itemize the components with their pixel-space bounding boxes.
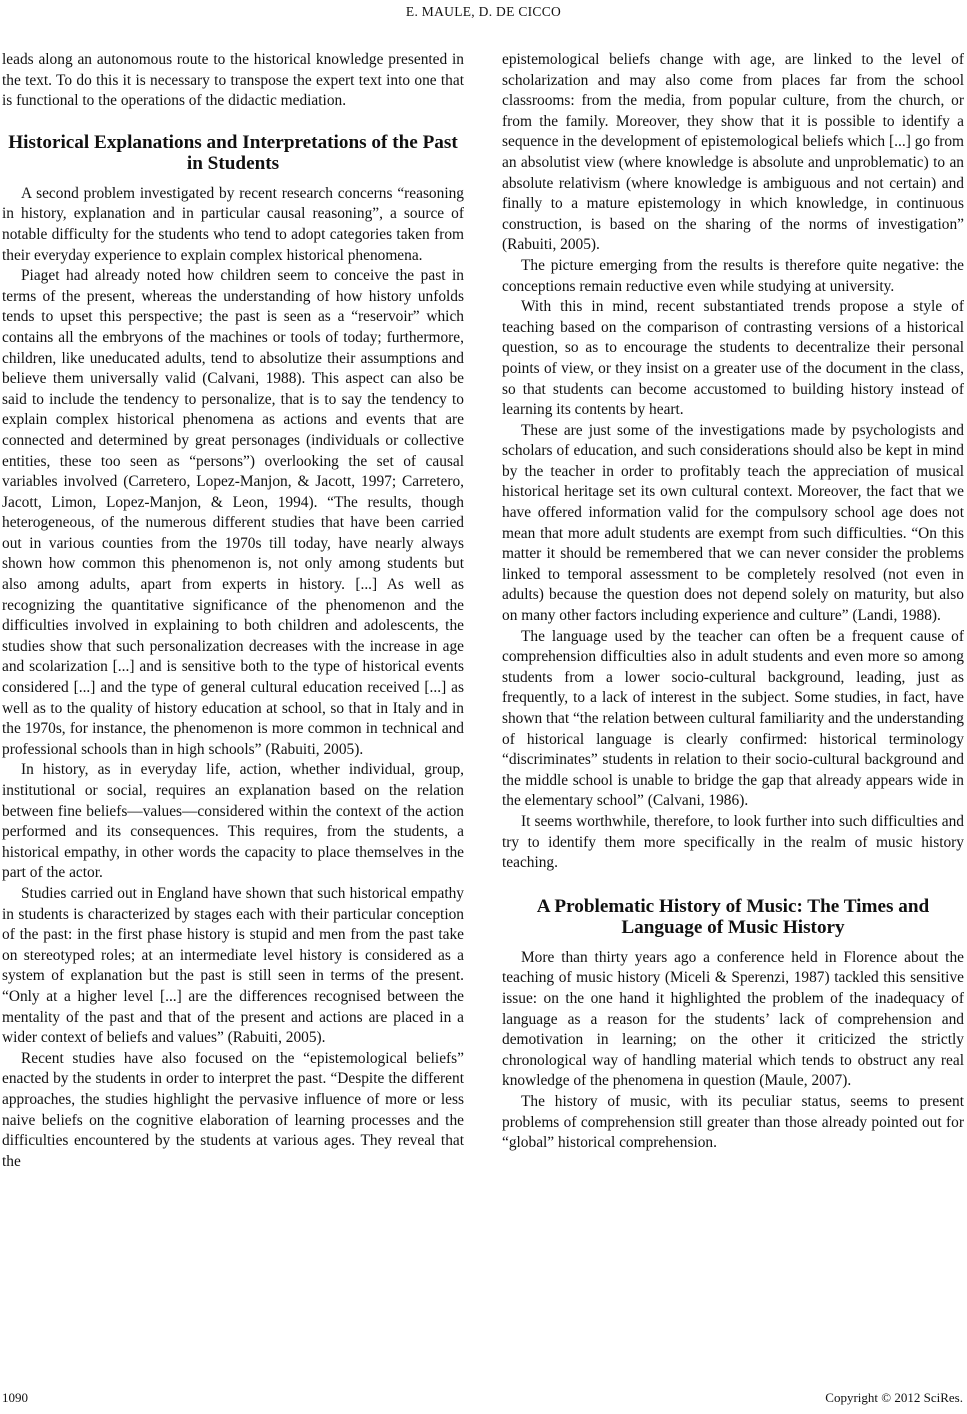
page-number: 1090 <box>2 1390 28 1405</box>
paragraph: A second problem investigated by recent research concerns “reasoning in history, explanation and in particular causal reasoning”, a source of notable difficulty for the students who tend to adopt categories taken from their everyday experience to explain complex historical phenomena. <box>2 184 464 264</box>
section-heading: A Problematic History of Music: The Times and Language of Music History <box>536 895 930 938</box>
paragraph: Recent studies have also focused on the “epistemological beliefs” enacted by the students in order to interpret the past. “Despite the different approaches, the studies highlight the pervasive influence of more or less naive beliefs on the cognitive elaboration of learning processes and the difficulties encountered by the students at various ages. They reveal that the <box>2 1049 464 1170</box>
running-head: E. MAULE, D. DE CICCO <box>405 4 562 19</box>
paragraph: These are just some of the investigations made by psychologists and scholars of education, and such considerations should also be kept in mind by the teacher in order to profitably teach the appreciation of musical historical heritage set its own cultural context. Moreover, the fact that we have offered information valid for the compulsory school age does not mean that more adult students are exempt from such difficulties. “On this matter it should be remembered that we can never consider the problems linked to temporal assessment to be completely resolved (not even in adults) because the question does not depend solely on maturity, but also on many other factors including experience and culture” (Landi, 1988). <box>502 421 964 625</box>
paragraph: In history, as in everyday life, action, whether individual, group, institutional or social, requires an explanation based on the relation between fine beliefs—values—considered within the context of the action performed and its consequences. This requires, from the students, a historical empathy, in other words the capacity to place themselves in the part of the actor. <box>2 761 464 882</box>
paragraph: It seems worthwhile, therefore, to look further into such difficulties and try to identify them more specifically in the realm of music history teaching. <box>502 812 964 872</box>
right-column <box>502 50 964 1154</box>
paragraph: Piaget had already noted how children seem to conceive the past in terms of the present, whereas the understanding of how history unfolds tends to upset this perspective; the past is seen as a “reservoir” which contains all the embryons of the machines or tools of today; furthermore, children, like uneducated adults, tend to absolutize their assumptions and believe them universally valid (Calvani, 1988). This aspect can also be said to include the tendency to personalize, that is to say the tendency to explain complex historical phenomena as actions and events that are connected and determined by great personages (individuals or collective entities, these too seen as “persons”) overlooking the set of causal variables involved (Carretero, Lopez-Manjon, & Jacott, 1997; Carretero, Jacott, Limon, Lopez-Manjon, & Leon, 1994). “The results, though heterogeneous, of the numerous different studies that have been carried out in various counties from the 1970s till today, have nearly always shown how common this phenomenon is, not only among students but also among adults, apart from experts in history. [...] As well as recognizing the quantitative significance of the phenomenon and the difficulties involved in explaining to both children and adolescents, the studies show that such personalization decreases with the increase in age and scolarization [...] and is sensitive both to the type of historical events considered [...] and the type of general cultural education received [...] as well as to the quality of history education at school, so that in Italy and in the 1970s, for instance, the phenomenon is more common in technical and professional schools than in high schools” (Rabuiti, 2005). <box>2 267 464 758</box>
section-heading: Historical Explanations and Interpretations of the Past in Students <box>8 131 458 174</box>
paragraph: The picture emerging from the results is therefore quite negative: the conceptions remain reductive even while studying at university. <box>502 256 964 295</box>
paragraph: More than thirty years ago a conference held in Florence about the teaching of music history (Miceli & Sperenzi, 1987) tackled this sensitive issue: on the one hand it highlighted the problem of the inadequacy of language as a reason for the students’ lack of comprehension and demotivation in learning; on the other it criticized the strictly chronological way of handling material which tends to obstruct any real knowledge of the phenomena in question (Maule, 2007). <box>502 948 964 1090</box>
paragraph: Studies carried out in England have shown that such historical empathy in students is characterized by stages each with their particular conception of the past: in the first phase history is stupid and men from the past take on stereotyped roles; at an intermediate level history is considered as a system of explanation but the past is still seen in terms of the present. “Only at a higher level [...] are the differences recognised between the mentality of the past and that of the present and actions are placed in a wider context of beliefs and values” (Rabuiti, 2005). <box>2 884 464 1047</box>
paragraph: The history of music, with its peculiar status, seems to present problems of comprehension still greater than those already pointed out for “global” historical comprehension. <box>502 1092 964 1152</box>
paragraph: With this in mind, recent substantiated trends propose a style of teaching based on the comparison of contrasting versions of a historical question, so as to encourage the students to decentralize their personal points of view, or they insist on a greater use of the document in the class, so that students can become accustomed to building history instead of learning its contents by heart. <box>502 298 964 419</box>
paragraph: leads along an autonomous route to the historical knowledge presented in the text. To do this it is necessary to transpose the expert text into one that is functional to the operations of the didactic mediation. <box>2 51 464 110</box>
paragraph: The language used by the teacher can often be a frequent cause of comprehension difficulties also in adult students and even more so among students from a lower socio-cultural background, leading, just as frequently, to a lack of interest in the subject. Some studies, in fact, have shown that “the relation between cultural familiarity and the understanding of historical language is clearly confirmed: historical terminology “discriminates” students in relation to their socio-cultural background and the middle school is unable to bridge the gap that already appears wide in the elementary school” (Calvani, 1986). <box>502 627 964 810</box>
left-column <box>2 50 464 1172</box>
copyright-notice: Copyright © 2012 SciRes. <box>825 1390 963 1405</box>
paragraph: epistemological beliefs change with age, are linked to the level of scholarization and may also come from places far from the school classrooms: from the media, from popular culture, from the church, or from the family. Moreover, they show that it is possible to identify a sequence in the development of epistemological beliefs which [...] go from an absolutist view (where knowledge is absolute and unproblematic) to an absolute relativism (where knowledge is ambiguous and not certain) and finally to a mature epistemology in which knowledge, in continuous construction, is based on the sharing of the norms of investigation” (Rabuiti, 2005). <box>502 51 964 254</box>
